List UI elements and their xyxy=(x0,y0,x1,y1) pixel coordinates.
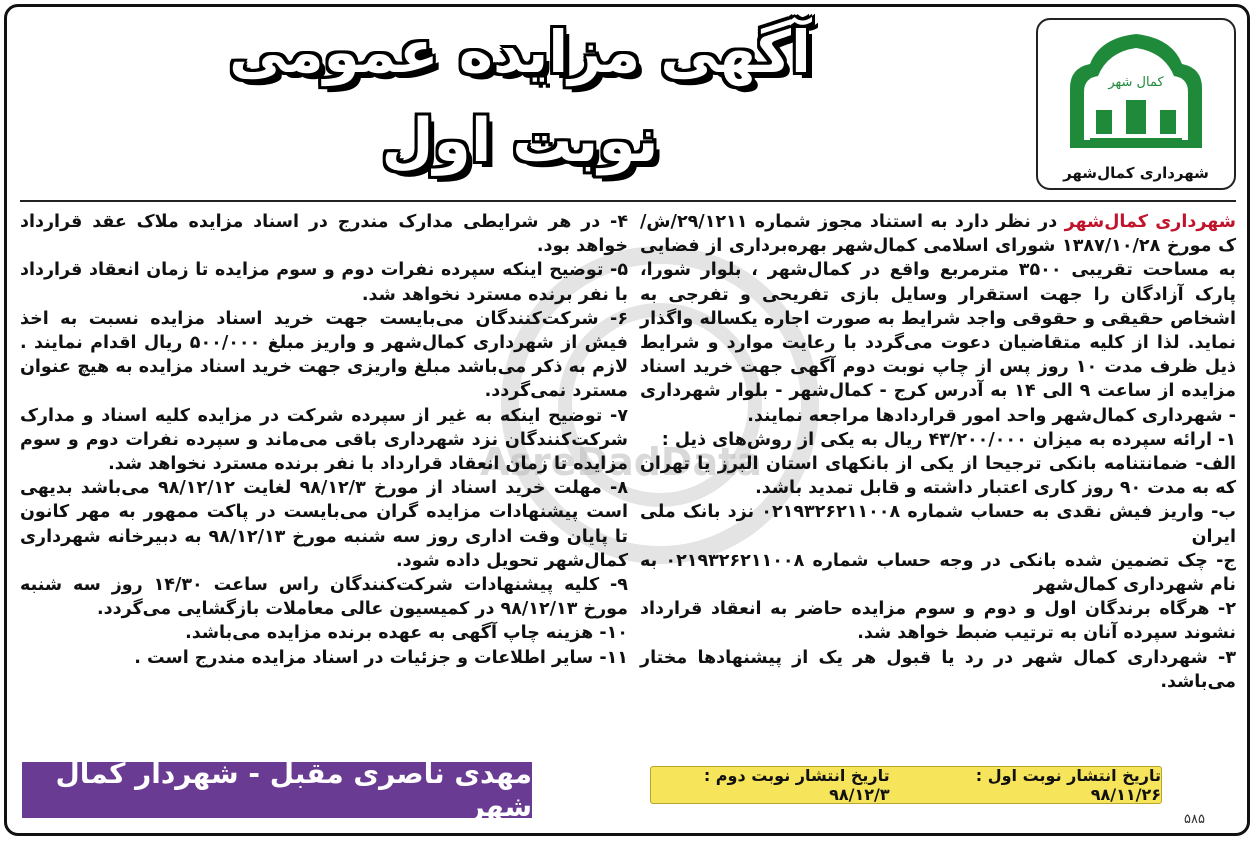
condition-3: ۳- شهرداری کمال شهر در رد یا قبول هر یک از پیشنهادها مختار می‌باشد. xyxy=(640,647,1236,692)
ad-subtitle: نوبت اول xyxy=(381,106,659,176)
condition-1: ۱- ارائه سپرده به میزان ۴۳/۲۰۰/۰۰۰ ریال به یکی از روش‌های ذیل : xyxy=(661,429,1236,450)
condition-5: ۵- توضیح اینکه سپرده نفرات دوم و سوم مزایده تا زمان انعقاد قرارداد با نفر برنده مسترد نخواهد شد. xyxy=(20,260,628,305)
condition-1a: الف- ضمانتنامه بانکی ترجیحا از یکی از بانکهای استان البرز یا تهران که به مدت ۹۰ روز کاری اعتبار داشته و قابل تمدید باشد. xyxy=(640,454,1236,499)
ad-title: آگهی مزایده عمومی xyxy=(229,18,811,86)
municipality-logo xyxy=(1036,18,1236,190)
condition-1c: ج- چک تضمین شده بانکی در وجه حساب شماره ۰۲۱۹۳۲۶۲۱۱۰۰۸ به نام شهرداری کمال‌شهر xyxy=(640,550,1236,596)
condition-1b: ب- واریز فیش نقدی به حساب شماره ۰۲۱۹۳۲۶۲۱۱۰۰۸ نزد بانک ملی ایران xyxy=(640,502,1236,547)
header-divider xyxy=(20,200,1236,202)
publication-dates-bar xyxy=(650,766,1162,804)
ad-header xyxy=(10,10,1244,192)
intro-highlight: شهرداری کمال‌شهر xyxy=(1064,212,1236,232)
condition-7: ۷- توضیح اینکه به غیر از سپرده شرکت در مزایده کلیه اسناد و مدارک شرکت‌کنندگان نزد شهرداری باقی می‌ماند و سپرده نفرات دوم و سوم مزایده تا زمان انعقاد قرارداد با نفر برنده مسترد نخواهد شد. xyxy=(20,405,628,475)
condition-8: ۸- مهلت خرید اسناد از مورخ ۹۸/۱۲/۳ لغایت ۹۸/۱۲/۱۲ می‌باشد بدیهی است پیشنهادات مزایده گران می‌بایست در پاکت ممهور به مهر کانون تا پایان وقت اداری روز سه شنبه مورخ ۹۸/۱۲/۱۳ به دبیرخانه شهرداری کمال‌شهر تحویل داده شود. xyxy=(20,478,628,571)
svg-text:کمال شهر: کمال شهر xyxy=(1108,75,1164,90)
logo-caption: شهرداری کمال‌شهر xyxy=(1063,164,1209,182)
condition-6: ۶- شرکت‌کنندگان می‌بایست جهت خرید اسناد مزایده نسبت به اخذ فیش از شهرداری کمال‌شهر و واریز مبلغ ۵۰۰/۰۰۰ ریال اقدام نمایند . لازم به ذکر می‌باشد مبلغ واریزی جهت خرید اسناد مزایده به هیچ عنوان مسترد نمی‌گردد. xyxy=(20,308,628,402)
conditions-right-column xyxy=(640,210,1236,694)
first-publication: تاریخ انتشار نوبت اول : ۹۸/۱۱/۲۶ xyxy=(975,766,1161,804)
second-publication: تاریخ انتشار نوبت دوم : ۹۸/۱۲/۳ xyxy=(703,766,890,804)
condition-9: ۹- کلیه پیشنهادات شرکت‌کنندگان راس ساعت ۱۴/۳۰ روز سه شنبه مورخ ۹۸/۱۲/۱۳ در کمیسیون عالی معاملات بازگشایی می‌گردد. xyxy=(20,575,628,620)
mayor-signature-bar: مهدی ناصری مقبل - شهردار کمال شهر xyxy=(22,762,532,818)
watermark-brand: AsreDadData xyxy=(480,440,762,484)
condition-10: ۱۰- هزینه چاپ آگهی به عهده برنده مزایده می‌باشد. xyxy=(185,623,628,644)
mosque-emblem-icon xyxy=(1060,28,1212,156)
intro-paragraph xyxy=(640,210,1236,428)
intro-text: در نظر دارد به استناد مجوز شماره ۲۹/۱۲۱۱/ش/ک مورخ ۱۳۸۷/۱۰/۲۸ شورای اسلامی کمال‌شهر بهره‌برداری از فضایی به مساحت تقریبی ۳۵۰۰ مترمربع واقع در کمال‌شهر ، بلوار شورا، پارک آزادگان را جهت استقرار وسایل بازی تفریحی و تفرجی به اشخاص حقیقی و حقوقی واجد شرایط به صورت اجاره یکساله واگذار نماید. لذا از کلیه متقاضیان دعوت می‌گردد با رعایت موارد و شرایط ذیل ظرف مدت ۱۰ روز پس از چاپ نوبت دوم آگهی جهت خرید اسناد مزایده از ساعت ۹ الی ۱۴ به آدرس کرج - کمال‌شهر - بلوار شهرداری - شهرداری کمال‌شهر واحد امور قراردادها مراجعه نمایند. xyxy=(640,212,1236,426)
condition-11: ۱۱- سایر اطلاعات و جزئیات در اسناد مزایده مندرج است . xyxy=(134,647,628,668)
condition-4: ۴- در هر شرایطی مدارک مندرج در اسناد مزایده ملاک عقد قرارداد خواهد بود. xyxy=(20,212,628,257)
conditions-left-column xyxy=(20,210,628,670)
condition-2: ۲- هرگاه برندگان اول و دوم و سوم مزایده حاضر به انعقاد قرارداد نشوند سپرده آنان به ترتیب ضبط خواهد شد. xyxy=(640,599,1236,644)
ad-code: ۵۸۵ xyxy=(1184,812,1205,827)
